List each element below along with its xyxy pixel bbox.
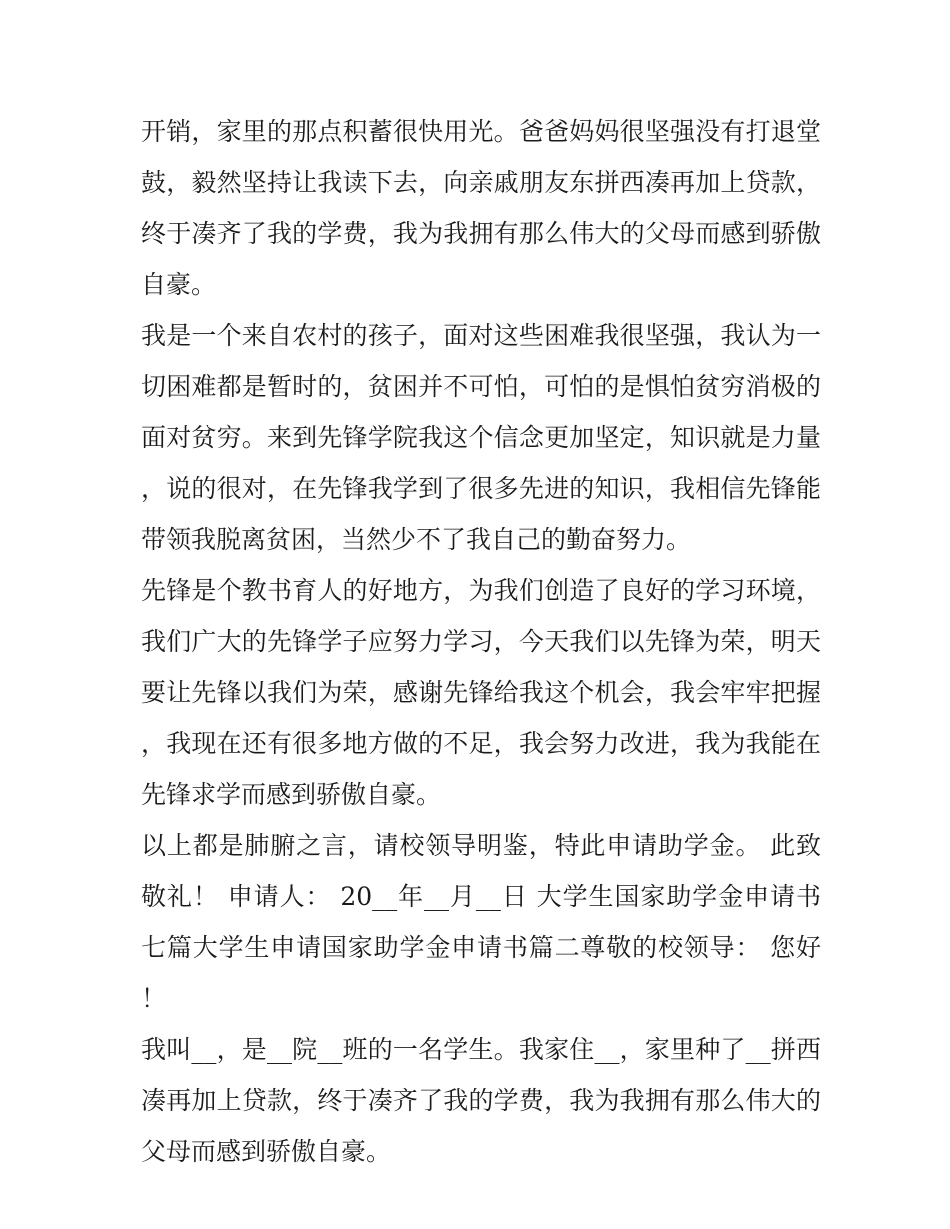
- paragraph-2: 我是一个来自农村的孩子，面对这些困难我很坚强，我认为一切困难都是暂时的，贫困并不可怕，可怕的是惧怕贫穷消极的面对贫穷。来到先锋学院我这个信念更加坚定，知识就是力量，说的很对，在先锋我学到了很多先进的知识，我相信先锋能带领我脱离贫困，当然少不了我自己的勤奋努力。: [141, 321, 821, 554]
- paragraph-5: 我叫__，是__院__班的一名学生。我家住__，家里种了__拼西凑再加上贷款，终于凑齐了我的学费，我为我拥有那么伟大的父母而感到骄傲自豪。: [141, 1035, 821, 1166]
- paragraph-4: 以上都是肺腑之言，请校领导明鉴，特此申请助学金。 此致敬礼！ 申请人： 20__年__月__日 大学生国家助学金申请书七篇大学生申请国家助学金申请书篇二尊敬的校领导： 您好！: [141, 831, 821, 1013]
- document-body: [141, 106, 821, 1177]
- paragraph-1: 开销，家里的那点积蓄很快用光。爸爸妈妈很坚强没有打退堂鼓，毅然坚持让我读下去，向亲戚朋友东拼西凑再加上贷款，终于凑齐了我的学费，我为我拥有那么伟大的父母而感到骄傲自豪。: [141, 117, 821, 299]
- paragraph-3: 先锋是个教书育人的好地方，为我们创造了良好的学习环境，我们广大的先锋学子应努力学习，今天我们以先锋为荣，明天要让先锋以我们为荣，感谢先锋给我这个机会，我会牢牢把握，我现在还有很多地方做的不足，我会努力改进，我为我能在先锋求学而感到骄傲自豪。: [141, 576, 821, 809]
